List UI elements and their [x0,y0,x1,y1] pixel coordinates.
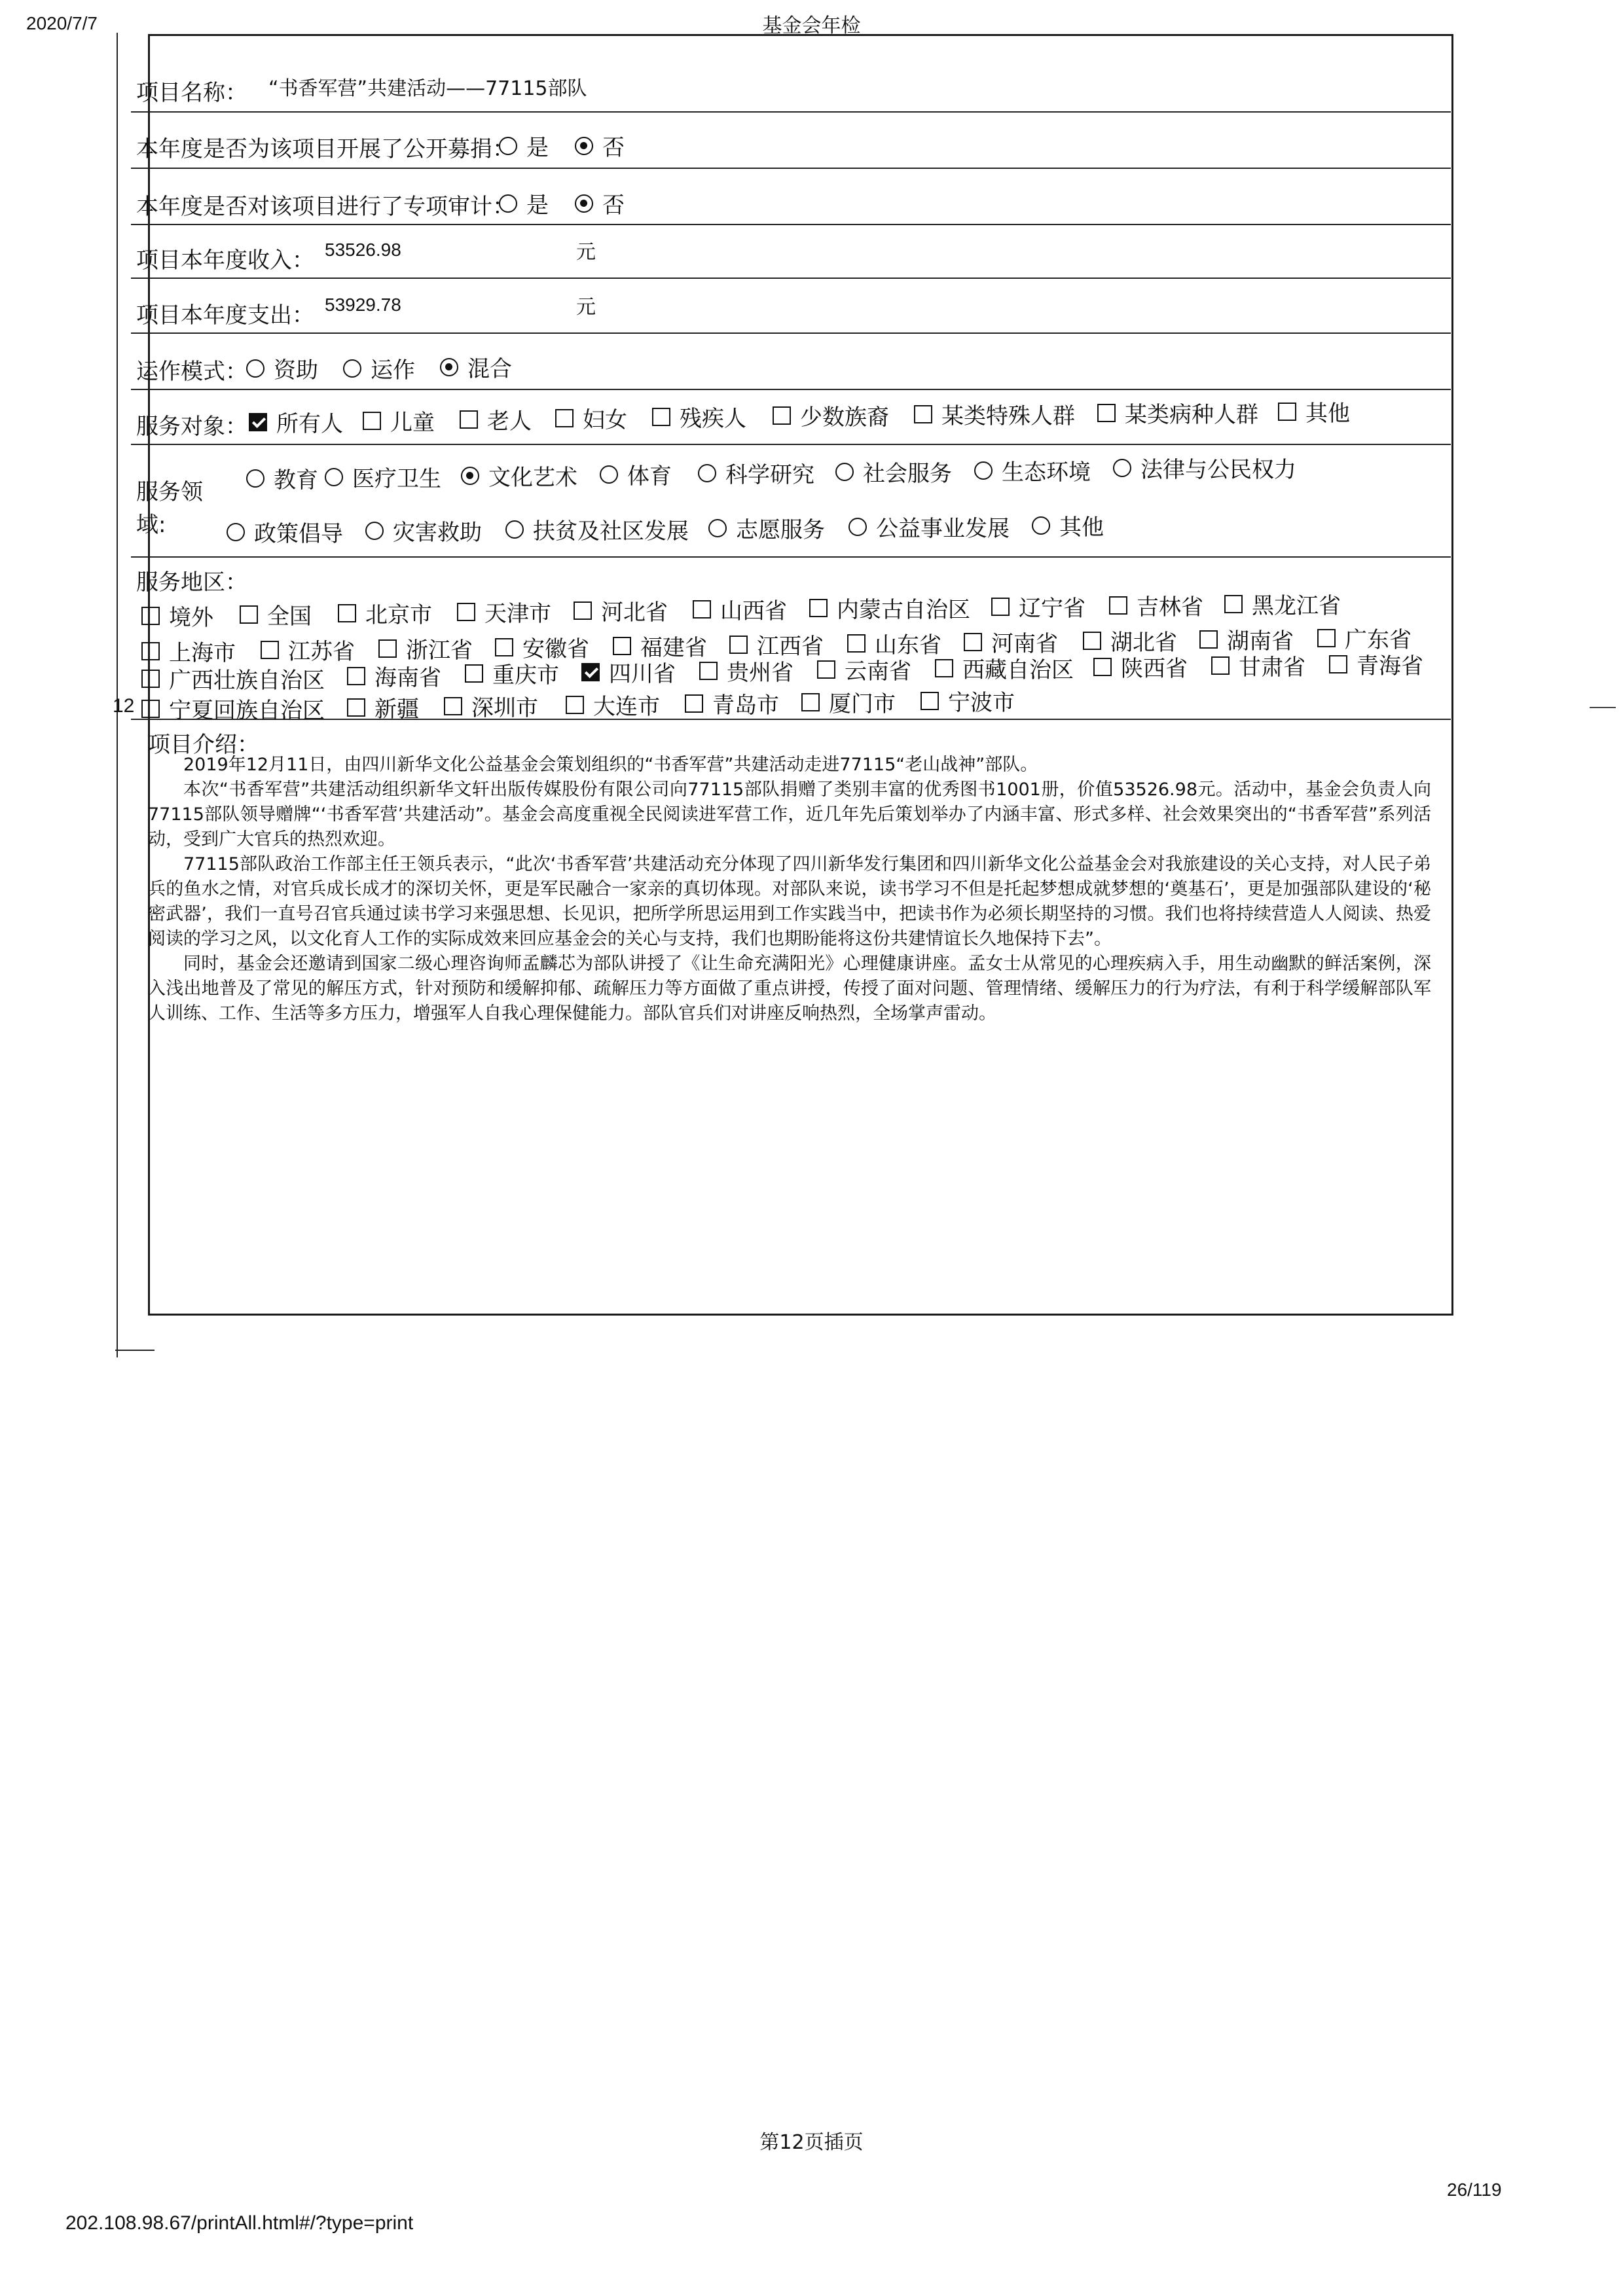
special-audit-row [131,169,1451,225]
checkbox-icon[interactable] [261,641,279,659]
option-label: 公益事业发展 [876,516,1010,542]
checkbox-icon[interactable] [1224,595,1243,613]
income-value[interactable]: 53526.98 [325,240,401,260]
option-label: 青岛市 [712,692,779,719]
service-target-special-group[interactable] [914,398,1075,430]
operation-mode-option-grant[interactable] [246,352,318,384]
field-public-welfare[interactable] [848,511,1010,543]
checkbox-icon[interactable] [1317,629,1336,647]
checkbox-checked-icon[interactable] [581,663,600,681]
option-label: 新疆 [374,696,419,723]
option-label: 湖北省 [1110,630,1177,656]
region-ningbo[interactable] [921,685,1015,717]
region-shenzhen[interactable] [444,690,538,722]
checkbox-icon[interactable] [363,412,381,430]
service-regions-label: 服务地区： [136,569,247,596]
field-education[interactable] [246,462,318,494]
field-disaster-relief[interactable] [365,514,482,547]
option-label: 甘肃省 [1239,655,1305,681]
special-audit-no[interactable] [575,187,625,219]
project-name-value[interactable]: “书香军营”共建活动——77115部队 [268,77,587,100]
intro-paragraph: 77115部队政治工作部主任王领兵表示，“此次‘书香军营’共建活动充分体现了四川新华发行集团和四川新华文化公益基金会对我旅建设的关心支持，对人民子弟兵的鱼水之情，对官兵成长成才的深切关怀，更是军民融合一家亲的真切体现。对部队来说，读书学习不但是托起梦想成就梦想的‘奠基石’，更是加强部队建设的‘秘密武器’，我们一直号召官兵通过读书学习来强思想、长见识，把所学所思运用到工作实践当中，把读书作为必须长期坚持的习惯。我们也将持续营造人人阅读、热爱阅读的学习之风，以文化育人工作的实际成效来回应基金会的关心与支持，我们也期盼能将这份共建情谊长久地保持下去”。 [148,854,1431,949]
option-label: 河北省 [601,600,668,626]
region-xiamen[interactable] [801,686,896,718]
option-label: 天津市 [484,601,551,627]
option-label: 法律与公民权力 [1140,457,1296,483]
intro-paragraph: 同时，基金会还邀请到国家二级心理咨询师孟麟芯为部队讲授了《让生命充满阳光》心理健康讲座。孟女士从常见的心理疾病入手，用生动幽默的鲜活案例，深入浅出地普及了常见的解压方式，针对预防和缓解抑郁、疏解压力等方面做了重点讲授，传授了面对问题、管理情绪、缓解压力的行为疗法，有利于科学缓解部队军人训练、工作、生活等多方压力，增强军人自我心理保健能力。部队官兵们对讲座反响热烈，全场掌声雷动。 [148,954,1431,1024]
region-inner-mongolia[interactable] [809,592,970,624]
option-label: 浙江省 [406,637,473,664]
option-label: 广东省 [1345,627,1412,653]
option-label: 江苏省 [288,639,355,665]
checkbox-icon[interactable] [141,642,160,660]
checkbox-icon[interactable] [1199,630,1218,649]
field-science[interactable] [698,457,814,489]
introduction-label: 项目介绍： [148,732,259,758]
checkbox-icon[interactable] [347,667,365,685]
print-title: 基金会年检 [762,14,861,37]
option-label: 残疾人 [680,406,746,432]
income-label: 项目本年度收入： [136,247,314,274]
checkbox-icon[interactable] [141,700,160,718]
option-label: 所有人 [276,411,343,437]
option-label: 灾害救助 [393,520,482,546]
region-qinghai[interactable] [1329,648,1423,680]
radio-icon[interactable] [505,520,524,539]
checkbox-icon[interactable] [240,605,258,624]
option-label: 云南省 [845,658,911,685]
field-policy-advocacy[interactable] [227,516,343,548]
option-label: 贵州省 [727,660,793,686]
checkbox-icon[interactable] [935,659,953,677]
region-guizhou[interactable] [699,655,793,687]
checkbox-icon[interactable] [1109,596,1127,615]
option-label: 是 [526,192,549,219]
radio-icon[interactable] [227,523,245,541]
option-label: 内蒙古自治区 [837,597,970,623]
region-xinjiang[interactable] [347,691,419,723]
service-target-minorities[interactable] [773,399,889,431]
option-label: 其他 [1059,514,1104,541]
expense-row [131,279,1451,334]
checkbox-icon[interactable] [729,636,748,654]
field-law-civil-rights[interactable] [1113,452,1296,484]
checkbox-checked-icon[interactable] [249,413,267,431]
option-label: 海南省 [374,665,441,691]
field-culture-arts[interactable] [461,459,577,492]
option-label: 深圳市 [471,695,538,721]
region-tianjin[interactable] [457,596,551,628]
option-label: 境外 [169,605,213,631]
service-target-disabled[interactable] [652,401,746,433]
option-label: 江西省 [757,634,824,660]
option-label: 志愿服务 [736,517,825,543]
expense-value[interactable]: 53929.78 [325,295,401,315]
checkbox-icon[interactable] [847,634,866,653]
checkbox-icon[interactable] [801,693,820,711]
option-label: 扶贫及社区发展 [533,518,689,545]
checkbox-icon[interactable] [141,607,160,625]
option-label: 福建省 [640,635,707,661]
region-qingdao[interactable] [685,687,779,719]
project-name-row [131,34,1451,113]
checkbox-icon[interactable] [141,670,160,688]
region-hainan[interactable] [347,660,441,692]
radio-icon[interactable] [246,359,264,378]
radio-icon[interactable] [848,518,867,536]
option-label: 运作 [371,357,415,384]
option-label: 上海市 [169,640,236,666]
option-label: 体育 [627,463,672,490]
checkbox-icon[interactable] [921,692,939,710]
service-target-children[interactable] [363,404,435,437]
option-label: 文化艺术 [488,465,577,491]
region-heilongjiang[interactable] [1224,588,1341,620]
option-label: 否 [602,192,625,219]
checkbox-icon[interactable] [613,637,631,655]
region-sichuan[interactable] [581,656,676,688]
option-label: 四川省 [609,661,676,687]
expense-label: 项目本年度支出： [136,302,314,329]
option-label: 重庆市 [492,662,559,689]
region-dalian[interactable] [566,689,660,721]
region-chongqing[interactable] [465,657,559,689]
option-label: 生态环境 [1002,459,1091,486]
option-label: 某类病种人群 [1125,402,1258,428]
service-fields-label-line2: 域: [136,512,166,538]
option-label: 社会服务 [863,461,952,487]
region-jiangsu[interactable] [261,634,355,666]
option-label: 老人 [487,408,532,435]
radio-icon[interactable] [499,194,517,213]
option-label: 大连市 [593,694,660,720]
checkbox-icon[interactable] [444,697,462,715]
region-jilin[interactable] [1109,589,1203,621]
region-hebei[interactable] [574,594,668,626]
service-fields-label-line1: 服务领 [136,479,203,505]
radio-icon[interactable] [974,461,993,480]
margin-bottom-tick [115,1350,155,1351]
special-audit-yes[interactable] [499,187,549,219]
region-nationwide[interactable] [240,598,312,630]
field-healthcare[interactable] [325,461,441,493]
field-other[interactable] [1032,509,1104,541]
print-url: 202.108.98.67/printAll.html#/?type=print [65,2212,414,2234]
side-dash [1590,707,1616,708]
region-gansu[interactable] [1211,649,1305,681]
region-yunnan[interactable] [817,653,911,685]
checkbox-icon[interactable] [652,408,670,426]
service-target-elderly[interactable] [460,403,532,435]
checkbox-icon[interactable] [964,633,982,651]
field-ecology[interactable] [974,454,1091,486]
service-target-all[interactable] [249,406,343,438]
checkbox-icon[interactable] [378,639,397,658]
page-counter: 26/119 [1447,2179,1502,2200]
radio-selected-icon[interactable] [461,467,479,485]
option-label: 山西省 [720,598,787,624]
checkbox-icon[interactable] [566,696,584,714]
checkbox-icon[interactable] [1329,655,1347,673]
radio-selected-icon[interactable] [575,194,593,213]
option-label: 广西壮族自治区 [169,668,325,694]
region-shanxi[interactable] [693,593,787,625]
checkbox-icon[interactable] [555,409,574,427]
checkbox-icon[interactable] [773,406,791,425]
checkbox-icon[interactable] [685,694,703,713]
introduction-text [148,753,1431,1026]
checkbox-icon[interactable] [1083,632,1101,650]
radio-icon[interactable] [325,468,343,486]
income-row [131,225,1451,279]
service-target-other[interactable] [1278,395,1350,427]
service-regions-row [131,558,1451,724]
region-ningxia[interactable] [141,692,325,725]
service-target-women[interactable] [555,402,627,434]
checkbox-icon[interactable] [465,664,483,683]
income-unit: 元 [576,241,596,264]
option-label: 其他 [1305,401,1350,427]
region-shaanxi[interactable] [1093,651,1188,683]
intro-paragraph: 2019年12月11日，由四川新华文化公益基金会策划组织的“书香军营”共建活动走进77115“老山战神”部队。 [183,755,1038,775]
expense-unit: 元 [576,296,596,319]
option-label: 河南省 [991,631,1058,657]
service-targets-label: 服务对象： [136,414,247,440]
service-targets-row [131,390,1451,445]
radio-icon[interactable] [499,137,517,155]
radio-icon[interactable] [246,469,264,488]
print-date: 2020/7/7 [26,13,98,33]
option-label: 宁夏回族自治区 [169,698,325,724]
option-label: 北京市 [365,602,432,628]
checkbox-icon[interactable] [457,603,475,621]
checkbox-icon[interactable] [460,410,478,429]
option-label: 科学研究 [725,462,814,488]
checkbox-icon[interactable] [914,405,932,423]
radio-selected-icon[interactable] [440,358,458,376]
checkbox-icon[interactable] [1093,658,1112,676]
operation-mode-label: 运作模式： [136,359,247,385]
region-guangxi[interactable] [141,662,325,694]
radio-icon[interactable] [365,522,384,540]
insert-page-label: 第12页插页 [759,2131,864,2154]
radio-icon[interactable] [698,464,716,482]
field-social-service[interactable] [835,456,952,488]
checkbox-icon[interactable] [1278,403,1296,421]
radio-icon[interactable] [835,463,854,481]
radio-icon[interactable] [1032,516,1050,535]
intro-paragraph: 本次“书香军营”共建活动组织新华文轩出版传媒股份有限公司向77115部队捐赠了类别丰富的优秀图书1001册，价值53526.98元。活动中，基金会负责人向77115部队领导赠牌“‘书香军营’共建活动”。基金会高度重视全民阅读进军营工作，近几年先后策划举办了内涵丰富、形式多样、社会效果突出的“书香军营”系列活动，受到广大官兵的热烈欢迎。 [148,780,1431,850]
field-poverty-community[interactable] [505,513,689,545]
checkbox-icon[interactable] [495,638,513,656]
checkbox-icon[interactable] [347,698,365,717]
option-label: 全国 [267,603,312,630]
option-label: 儿童 [390,410,435,436]
radio-icon[interactable] [343,359,361,378]
option-label: 辽宁省 [1019,596,1085,622]
field-sports[interactable] [600,458,672,490]
row-number: 12 [113,695,135,717]
option-label: 西藏自治区 [962,657,1074,683]
option-label: 陕西省 [1121,656,1188,682]
option-label: 混合 [467,356,512,382]
public-fundraising-no[interactable] [575,130,625,162]
option-label: 否 [602,135,625,161]
option-label: 山东省 [875,632,941,658]
option-label: 吉林省 [1137,594,1203,620]
region-liaoning[interactable] [991,590,1085,622]
option-label: 政策倡导 [254,521,343,547]
service-target-disease-group[interactable] [1097,397,1258,429]
option-label: 某类特殊人群 [941,403,1075,429]
option-label: 黑龙江省 [1252,593,1341,619]
field-volunteer[interactable] [708,512,825,544]
option-label: 是 [526,135,549,161]
option-label: 少数族裔 [800,404,889,431]
operation-mode-option-mixed[interactable] [440,351,512,383]
checkbox-icon[interactable] [338,604,356,622]
checkbox-icon[interactable] [699,662,718,680]
public-fundraising-row [131,113,1451,169]
region-beijing[interactable] [338,597,432,629]
option-label: 教育 [274,467,318,493]
checkbox-icon[interactable] [809,599,828,617]
operation-mode-row [131,334,1451,390]
option-label: 妇女 [583,407,627,433]
public-fundraising-yes[interactable] [499,130,549,162]
public-fundraising-label: 本年度是否为该项目开展了公开募捐： [136,136,515,162]
option-label: 医疗卫生 [352,466,441,492]
checkbox-icon[interactable] [574,601,592,620]
option-label: 青海省 [1357,653,1423,679]
operation-mode-option-operate[interactable] [343,352,415,384]
radio-icon[interactable] [1113,459,1131,477]
region-overseas[interactable] [141,600,213,632]
option-label: 湖南省 [1227,628,1294,655]
option-label: 宁波市 [948,690,1015,716]
checkbox-icon[interactable] [1097,404,1116,422]
option-label: 安徽省 [522,636,589,662]
region-tibet[interactable] [935,652,1074,684]
checkbox-icon[interactable] [991,598,1010,616]
radio-icon[interactable] [600,465,618,484]
checkbox-icon[interactable] [1211,656,1230,675]
special-audit-label: 本年度是否对该项目进行了专项审计： [136,194,515,220]
checkbox-icon[interactable] [817,660,835,679]
project-name-label: 项目名称： [136,80,247,106]
option-label: 资助 [274,357,318,384]
service-fields-row [131,445,1451,558]
option-label: 厦门市 [829,691,896,717]
radio-icon[interactable] [708,519,727,537]
checkbox-icon[interactable] [693,600,711,619]
radio-selected-icon[interactable] [575,137,593,155]
